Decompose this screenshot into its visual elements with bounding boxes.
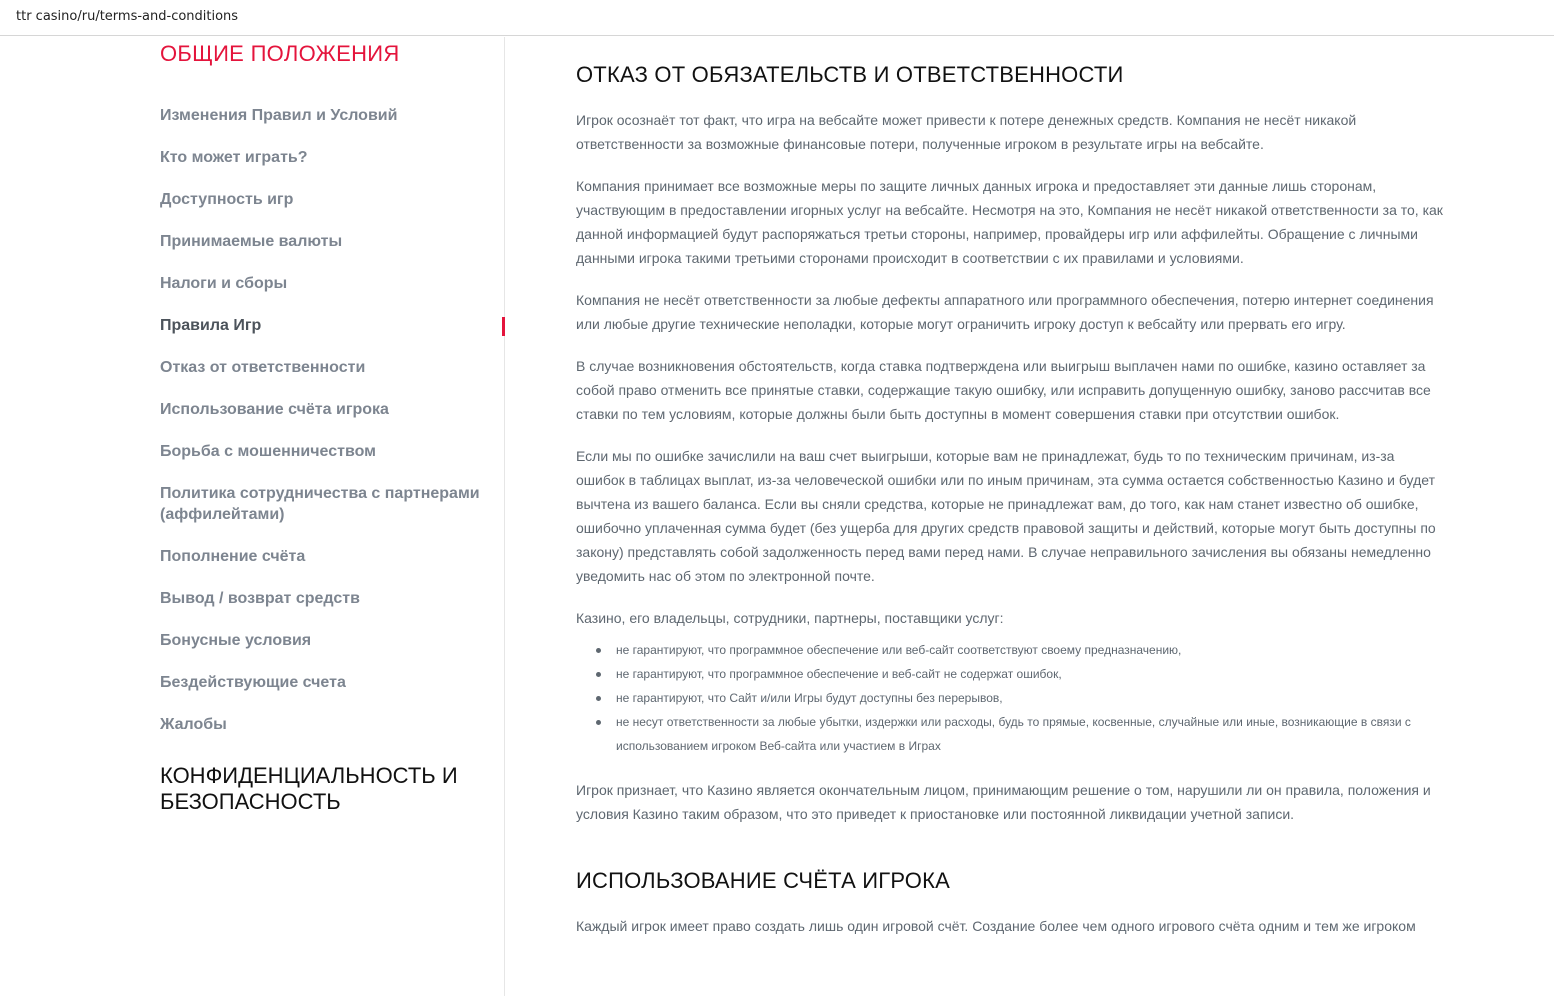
paragraph: Игрок осознаёт тот факт, что игра на вебсайте может привести к потере денежных средств. Компания не несёт никакой ответственности за возможные финансовые потери, полученные игроком в результате игры на вебсайте.: [576, 112, 1357, 152]
sidebar-item-account-usage[interactable]: Использование счёта игрока: [160, 401, 389, 418]
paragraph: Если мы по ошибке зачислили на ваш счет выигрыши, которые вам не принадлежат, будь то по техническим причинам, из-за ошибок в таблицах выплат, из-за человеческой ошибки или по иным причинам, эта сумма остается собственностью Казино и будет вычтена из вашего баланса. Если вы сняли средства, которые не принадлежат вам, до того, как нам станет известно об ошибке, ошибочно уплаченная сумма будет (без ущерба для других средств правовой защиты и действий, которые могут быть доступны по закону) представлять собой задолженность перед вами перед нами. В случае неправильного зачисления вы обязаны немедленно уведомить нас об этом по электронной почте.: [576, 448, 1436, 584]
paragraph: Компания принимает все возможные меры по защите личных данных игрока и предоставляет эти данные лишь сторонам, участвующим в предоставлении игорных услуг на вебсайте. Несмотря на это, Компания не несёт никакой ответственности за то, как данной информацией будут распоряжаться третьи стороны, например, провайдеры игр или аффилейты. Обращение с личными данными игрока такими третьими сторонами происходит в соответствии с их правилами и условиями.: [576, 178, 1443, 266]
sidebar-item-disclaimer[interactable]: Отказ от ответственности: [160, 359, 366, 376]
list-item: не гарантируют, что программное обеспечение или веб-сайт соответствуют своему предназначению,: [616, 638, 1446, 662]
sidebar-item-game-rules[interactable]: Правила Игр: [160, 317, 262, 334]
sidebar-item-anti-fraud[interactable]: Борьба с мошенничеством: [160, 443, 376, 460]
sidebar-item-games-availability[interactable]: Доступность игр: [160, 191, 294, 208]
sidebar-nav-list: [160, 105, 490, 756]
sidebar-item-who-can-play[interactable]: Кто может играть?: [160, 149, 308, 166]
sidebar-item-rules-changes[interactable]: Изменения Правил и Условий: [160, 107, 398, 124]
sidebar-item-deposit[interactable]: Пополнение счёта: [160, 548, 306, 565]
section-title-account-usage: ИСПОЛЬЗОВАНИЕ СЧЁТА ИГРОКА: [576, 868, 950, 893]
list-item: не несут ответственности за любые убытки, издержки или расходы, будь то прямые, косвенные, случайные или иные, возникающие в связи с использованием игроком Веб-сайта или участием в Играх: [616, 710, 1446, 758]
sidebar-item-taxes[interactable]: Налоги и сборы: [160, 275, 288, 292]
sidebar-item-withdrawal[interactable]: Вывод / возврат средств: [160, 590, 360, 607]
sidebar-item-inactive-accounts[interactable]: Бездействующие счета: [160, 674, 346, 691]
sidebar-heading-privacy[interactable]: КОНФИДЕНЦИАЛЬНОСТЬ И БЕЗОПАСНОСТЬ: [160, 763, 458, 814]
sidebar-heading-general[interactable]: ОБЩИЕ ПОЛОЖЕНИЯ: [160, 41, 400, 66]
sidebar-item-currencies[interactable]: Принимаемые валюты: [160, 233, 343, 250]
paragraph: Игрок признает, что Казино является окончательным лицом, принимающим решение о том, нарушили ли он правила, положения и условия Казино таким образом, что это приведет к приостановке или постоянной ликвидации учетной записи.: [576, 782, 1431, 822]
active-item-indicator: [502, 317, 505, 336]
address-bar[interactable]: [0, 0, 1554, 36]
paragraph: Каждый игрок имеет право создать лишь один игровой счёт. Создание более чем одного игрового счёта одним и тем же игроком: [576, 918, 1416, 934]
paragraph: Компания не несёт ответственности за любые дефекты аппаратного или программного обеспечения, потерю интернет соединения или любые другие технические неполадки, которые могут ограничить игроку доступ к вебсайту или прервать его игру.: [576, 292, 1434, 332]
terms-sidebar: [0, 37, 505, 996]
disclaimer-bullet-list: [576, 638, 1446, 758]
sidebar-item-affiliates[interactable]: Политика сотрудничества с партнерами (аффилейтами): [160, 485, 480, 523]
paragraph: Казино, его владельцы, сотрудники, партнеры, поставщики услуг:: [576, 610, 1004, 626]
list-item: не гарантируют, что Сайт и/или Игры будут доступны без перерывов,: [616, 686, 1446, 710]
sidebar-item-bonus-terms[interactable]: Бонусные условия: [160, 632, 312, 649]
section-title-disclaimer: ОТКАЗ ОТ ОБЯЗАТЕЛЬСТВ И ОТВЕТСТВЕННОСТИ: [576, 62, 1124, 87]
paragraph: В случае возникновения обстоятельств, когда ставка подтверждена или выигрыш выплачен нами по ошибке, казино оставляет за собой право отменить все принятые ставки, содержащие такую ошибку, или исправить допущенную ошибку, заново рассчитав все ставки по тем условиям, которые должны были быть доступны в момент совершения ставки при отсутствии ошибок.: [576, 358, 1431, 422]
address-bar-url[interactable]: ttr casino/ru/terms-and-conditions: [16, 9, 239, 24]
sidebar-item-complaints[interactable]: Жалобы: [160, 716, 227, 733]
list-item: не гарантируют, что программное обеспечение и веб-сайт не содержат ошибок,: [616, 662, 1446, 686]
terms-content: [576, 60, 1446, 938]
